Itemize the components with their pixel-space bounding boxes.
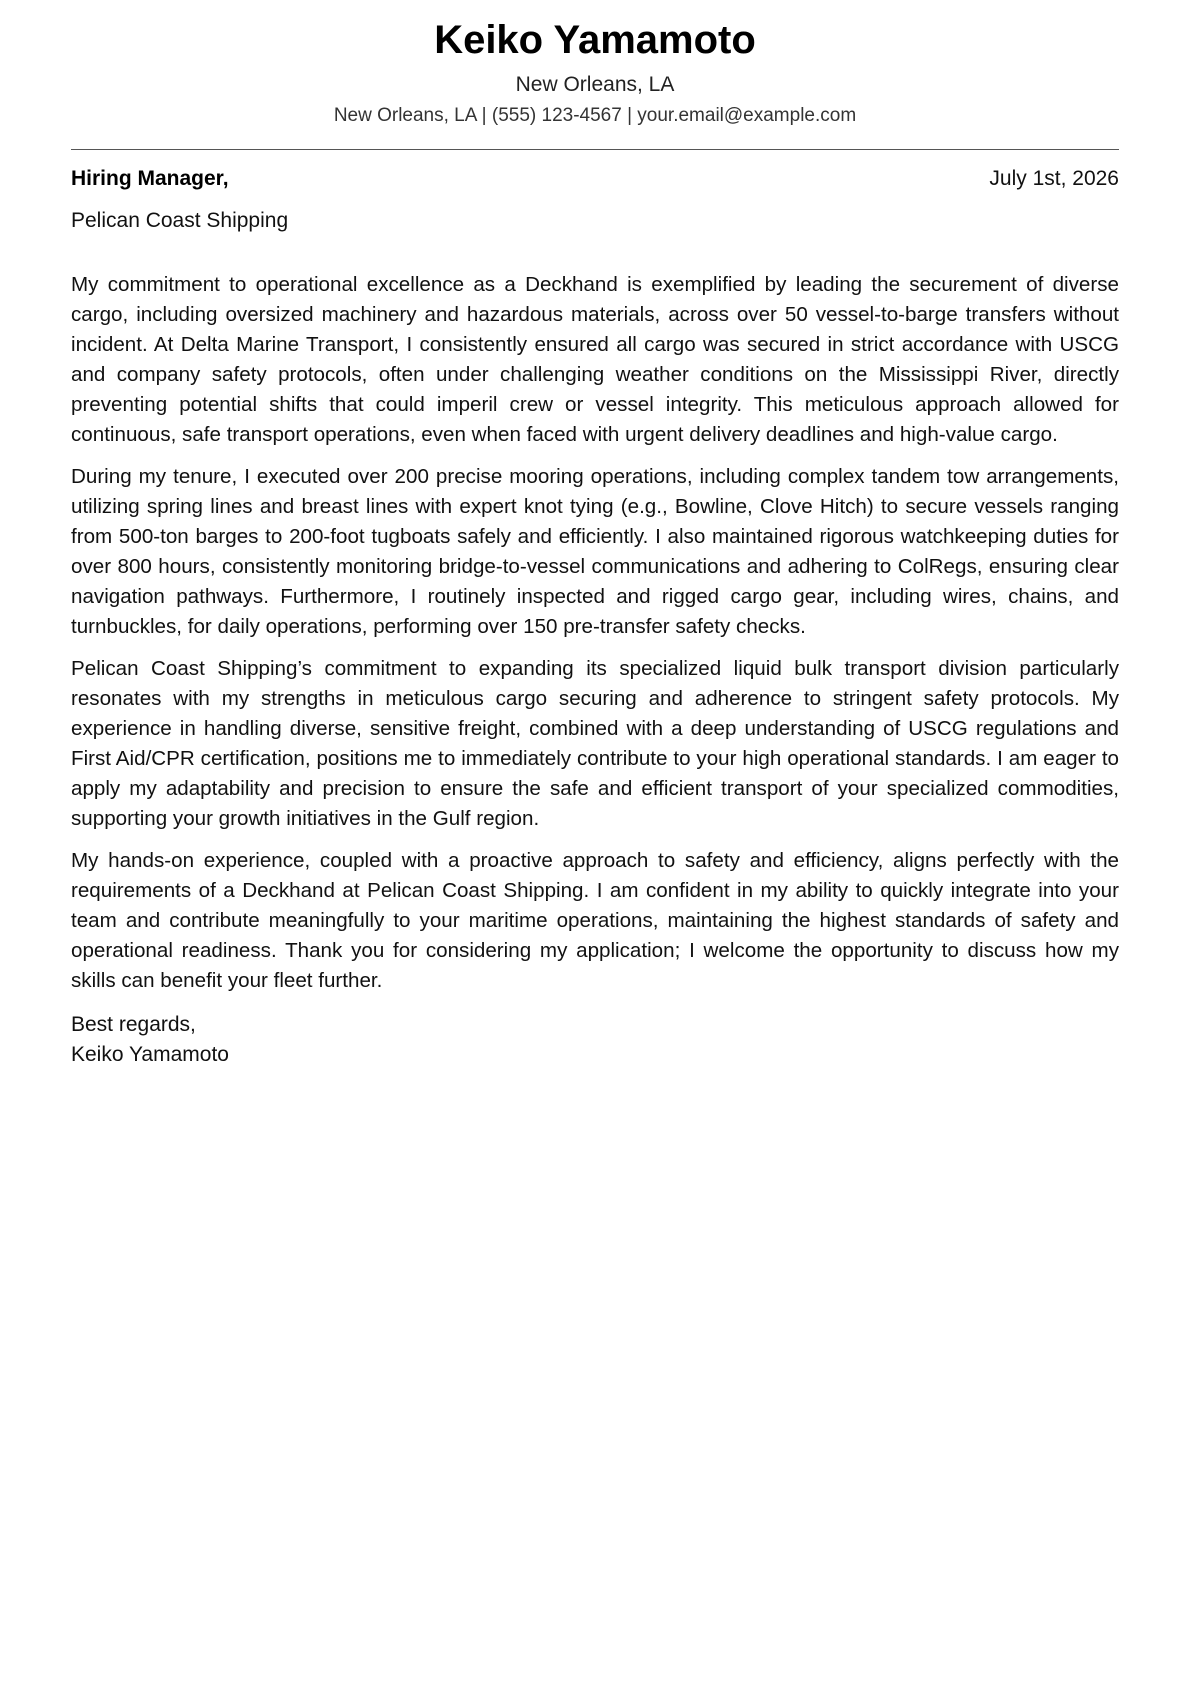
body-paragraph: My hands-on experience, coupled with a proactive approach to safety and efficiency, aligns perfectly with the requirements of a Deckhand at Pelican Coast Shipping. I am confident in my ability to quickly integrate into your team and contribute meaningfully to your maritime operations, maintaining the highest standards of safety and operational readiness. Thank you for considering my application; I welcome the opportunity to discuss how my skills can benefit your fleet further. xyxy=(71,849,1119,992)
body-paragraph: During my tenure, I executed over 200 precise mooring operations, including complex tandem tow arrangements, utilizing spring lines and breast lines with expert knot tying (e.g., Bowline, Clove Hitch) to secure vessels ranging from 500-ton barges to 200-foot tugboats safely and efficiently. I also maintained rigorous watchkeeping duties for over 800 hours, consistently monitoring bridge-to-vessel communications and adhering to ColRegs, ensuring clear navigation pathways. Furthermore, I routinely inspected and rigged cargo gear, including wires, chains, and turnbuckles, for daily operations, performing over 150 pre-transfer safety checks. xyxy=(71,465,1119,638)
letter-date: July 1st, 2026 xyxy=(989,167,1119,190)
applicant-name: Keiko Yamamoto xyxy=(434,18,756,62)
letter-header xyxy=(71,0,1119,130)
body-paragraph: My commitment to operational excellence as a Deckhand is exemplified by leading the securement of diverse cargo, including oversized machinery and hazardous materials, across over 50 vessel-to-barge transfers without incident. At Delta Marine Transport, I consistently ensured all cargo was secured in strict accordance with USCG and company safety protocols, often under challenging weather conditions on the Mississippi River, directly preventing potential shifts that could imperil crew or vessel integrity. This meticulous approach allowed for continuous, safe transport operations, even when faced with urgent delivery deadlines and high-value cargo. xyxy=(71,273,1119,446)
applicant-location: New Orleans, LA xyxy=(515,73,675,96)
letter-closing xyxy=(71,1010,1119,1070)
applicant-contact-line: New Orleans, LA | (555) 123-4567 | your.email@example.com xyxy=(333,105,857,126)
body-paragraph: Pelican Coast Shipping’s commitment to expanding its specialized liquid bulk transport division particularly resonates with my strengths in meticulous cargo securing and adherence to stringent safety protocols. My experience in handling diverse, sensitive freight, combined with a deep understanding of USCG regulations and First Aid/CPR certification, positions me to immediately contribute to your high operational standards. I am eager to apply my adaptability and precision to ensure the safe and efficient transport of your specialized commodities, supporting your growth initiatives in the Gulf region. xyxy=(71,657,1119,830)
recipient-company: Pelican Coast Shipping xyxy=(71,209,289,232)
signature-name: Keiko Yamamoto xyxy=(71,1043,229,1066)
recipient-date-row xyxy=(71,164,1119,194)
closing-phrase: Best regards, xyxy=(71,1013,196,1036)
header-divider xyxy=(71,149,1119,150)
letter-body xyxy=(71,270,1119,996)
recipient-salutation: Hiring Manager, xyxy=(71,167,229,190)
